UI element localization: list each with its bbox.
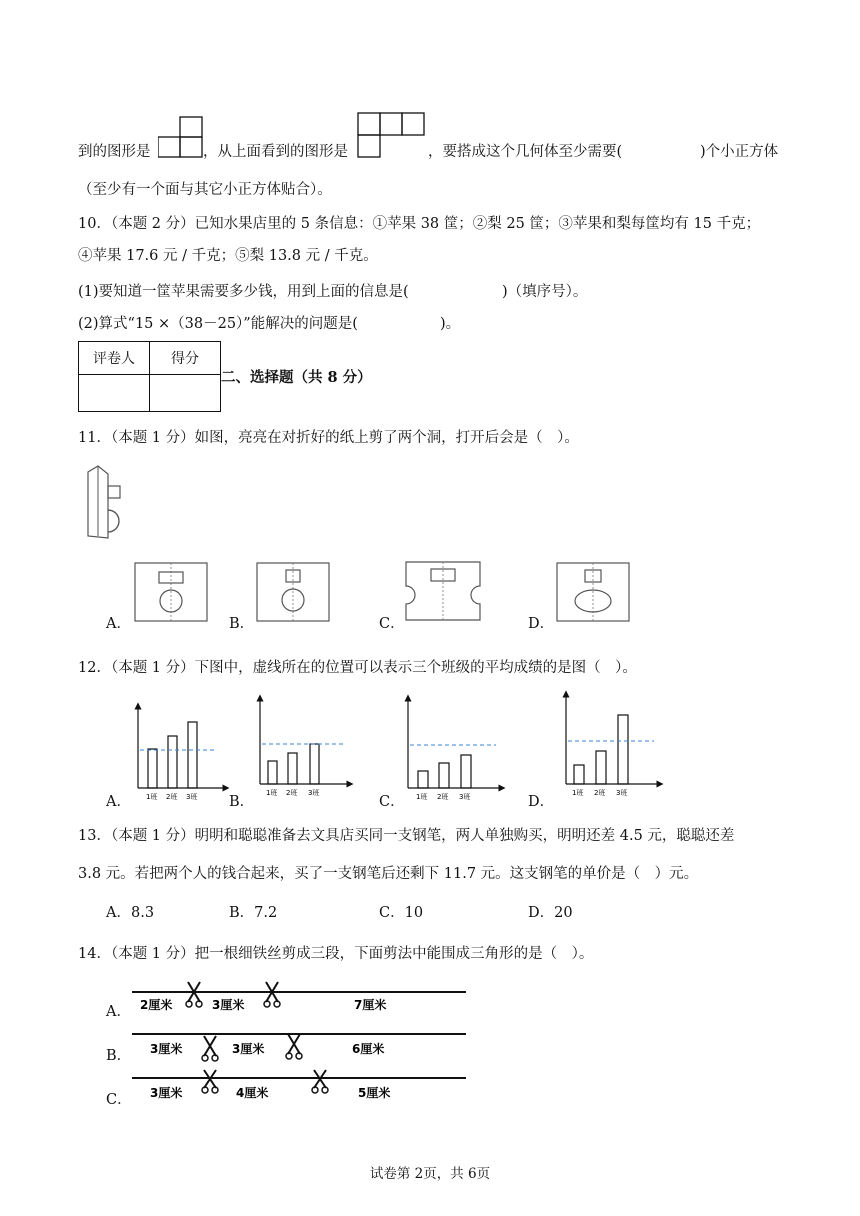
q14-c-segment-1: 3厘米	[150, 1086, 183, 1100]
q12-option-a-chart[interactable]	[128, 700, 232, 804]
scissors-icon	[202, 1070, 218, 1093]
q12-d-tick-3: 3班	[616, 789, 628, 797]
q12-option-c-label[interactable]: C．	[379, 794, 405, 810]
q13-option-d[interactable]	[528, 903, 573, 923]
q12-option-d-chart[interactable]	[556, 688, 666, 800]
q14-b-segment-2: 3厘米	[232, 1042, 265, 1056]
q12-b-tick-2: 2班	[286, 789, 298, 797]
score-box-header-score: 得分	[150, 342, 221, 375]
q11-option-a-figure[interactable]	[134, 562, 210, 624]
q14-c-segment-2: 4厘米	[236, 1086, 269, 1100]
q13-option-c[interactable]	[379, 903, 423, 923]
q11-option-d-label[interactable]: D．	[528, 616, 555, 632]
q12-text: 12．（本题 1 分）下图中，虚线所在的位置可以表示三个班级的平均成绩的是图（ ）。	[78, 660, 637, 676]
q14-a-segment-2: 3厘米	[212, 998, 245, 1012]
scissors-icon	[202, 1036, 218, 1061]
q13-option-d-value: 20	[554, 905, 573, 921]
q14-c-segment-3: 5厘米	[358, 1086, 391, 1100]
q12-a-tick-3: 3班	[186, 793, 198, 801]
q14-option-a-wire[interactable]	[132, 980, 470, 1016]
q12-c-tick-3: 3班	[459, 793, 471, 801]
q12-c-tick-2: 2班	[437, 793, 449, 801]
score-box	[78, 341, 221, 412]
q11-option-c-figure[interactable]	[404, 560, 484, 624]
q14-b-segment-3: 6厘米	[352, 1042, 385, 1056]
q13-line1: 13．（本题 1 分）明明和聪聪准备去文具店买同一支钢笔，两人单独购买，明明还差 4.5 元，聪聪还差	[78, 828, 735, 844]
q13-option-d-letter: D．	[528, 905, 555, 921]
q9-line1-a: 到的图形是	[78, 144, 151, 160]
front-view-figure	[158, 116, 204, 160]
q13-option-b-letter: B．	[229, 905, 255, 921]
q12-a-tick-2: 2班	[166, 793, 178, 801]
q10-sub1-a: (1)要知道一筐苹果需要多少钱，用到上面的信息是(	[78, 284, 409, 300]
q11-option-d-figure[interactable]	[556, 562, 632, 624]
q9-line1-d: )个小正方体	[700, 144, 779, 160]
section2-title: 二、选择题（共 8 分）	[221, 369, 372, 386]
q14-option-c-wire[interactable]	[132, 1068, 470, 1108]
q12-a-tick-1: 1班	[146, 793, 158, 801]
score-box-header-grader: 评卷人	[79, 342, 150, 375]
q10-sub2-a: (2)算式“15 ×（38－25）”能解决的问题是(	[78, 316, 358, 332]
scissors-icon	[186, 982, 202, 1007]
top-view-figure	[357, 112, 427, 160]
q13-option-c-value: 10	[404, 905, 424, 921]
q14-option-b-wire[interactable]	[132, 1024, 470, 1064]
q13-option-a-letter: A．	[106, 905, 131, 921]
q14-option-a-label[interactable]: A．	[106, 1004, 131, 1020]
q12-option-d-label[interactable]: D．	[528, 794, 555, 810]
q12-b-tick-3: 3班	[308, 789, 320, 797]
q12-option-b-chart[interactable]	[250, 692, 358, 800]
folded-paper-figure	[84, 464, 128, 540]
q9-line1-b: ，从上面看到的图形是	[203, 144, 348, 160]
scissors-icon	[286, 1034, 302, 1059]
q13-option-c-letter: C．	[379, 905, 405, 921]
q13-option-b[interactable]	[229, 903, 277, 923]
scissors-icon	[312, 1070, 328, 1093]
q9-line2: （至少有一个面与其它小正方体贴合）。	[78, 182, 332, 198]
q10-line2: ④苹果 17.6 元 / 千克；⑤梨 13.8 元 / 千克。	[78, 248, 378, 264]
q10-line1: 10．（本题 2 分）已知水果店里的 5 条信息：①苹果 38 筐；②梨 25 筐；③苹果和梨每筐均有 15 千克；	[78, 216, 761, 232]
q10-sub2-b: )。	[440, 316, 461, 332]
q11-option-c-label[interactable]: C．	[379, 616, 405, 632]
q10-sub1-b: )（填序号）。	[502, 284, 588, 300]
score-box-grader-cell[interactable]	[79, 375, 150, 412]
scissors-icon	[264, 982, 280, 1007]
q12-option-a-label[interactable]: A．	[106, 794, 131, 810]
q14-option-b-label[interactable]: B．	[106, 1048, 132, 1064]
q14-option-c-label[interactable]: C．	[106, 1092, 132, 1108]
q12-d-tick-2: 2班	[594, 789, 606, 797]
page-footer: 试卷第 2页，共 6页	[369, 1166, 491, 1182]
q11-option-a-label[interactable]: A．	[106, 616, 131, 632]
q12-b-tick-1: 1班	[266, 789, 278, 797]
q12-option-c-chart[interactable]	[398, 692, 508, 802]
score-box-score-cell[interactable]	[150, 375, 221, 412]
q13-line2: 3.8 元。若把两个人的钱合起来，买了一支钢笔后还剩下 11.7 元。这支钢笔的单价是（ ）元。	[78, 866, 699, 882]
q12-d-tick-1: 1班	[572, 789, 584, 797]
q14-b-segment-1: 3厘米	[150, 1042, 183, 1056]
q9-line1-c: ，要搭成这个几何体至少需要(	[428, 144, 623, 160]
q11-text: 11．（本题 1 分）如图，亮亮在对折好的纸上剪了两个洞，打开后会是（ ）。	[78, 430, 579, 446]
q14-a-segment-3: 7厘米	[354, 998, 387, 1012]
q12-c-tick-1: 1班	[416, 793, 428, 801]
q12-option-b-label[interactable]: B．	[229, 794, 255, 810]
q14-a-segment-1: 2厘米	[140, 998, 173, 1012]
q11-option-b-figure[interactable]	[256, 562, 332, 624]
q11-option-b-label[interactable]: B．	[229, 616, 255, 632]
q14-text: 14．（本题 1 分）把一根细铁丝剪成三段，下面剪法中能围成三角形的是（ ）。	[78, 946, 594, 962]
q13-option-a[interactable]	[106, 903, 154, 923]
q13-option-a-value: 8.3	[130, 905, 155, 921]
q13-option-b-value: 7.2	[254, 905, 278, 921]
